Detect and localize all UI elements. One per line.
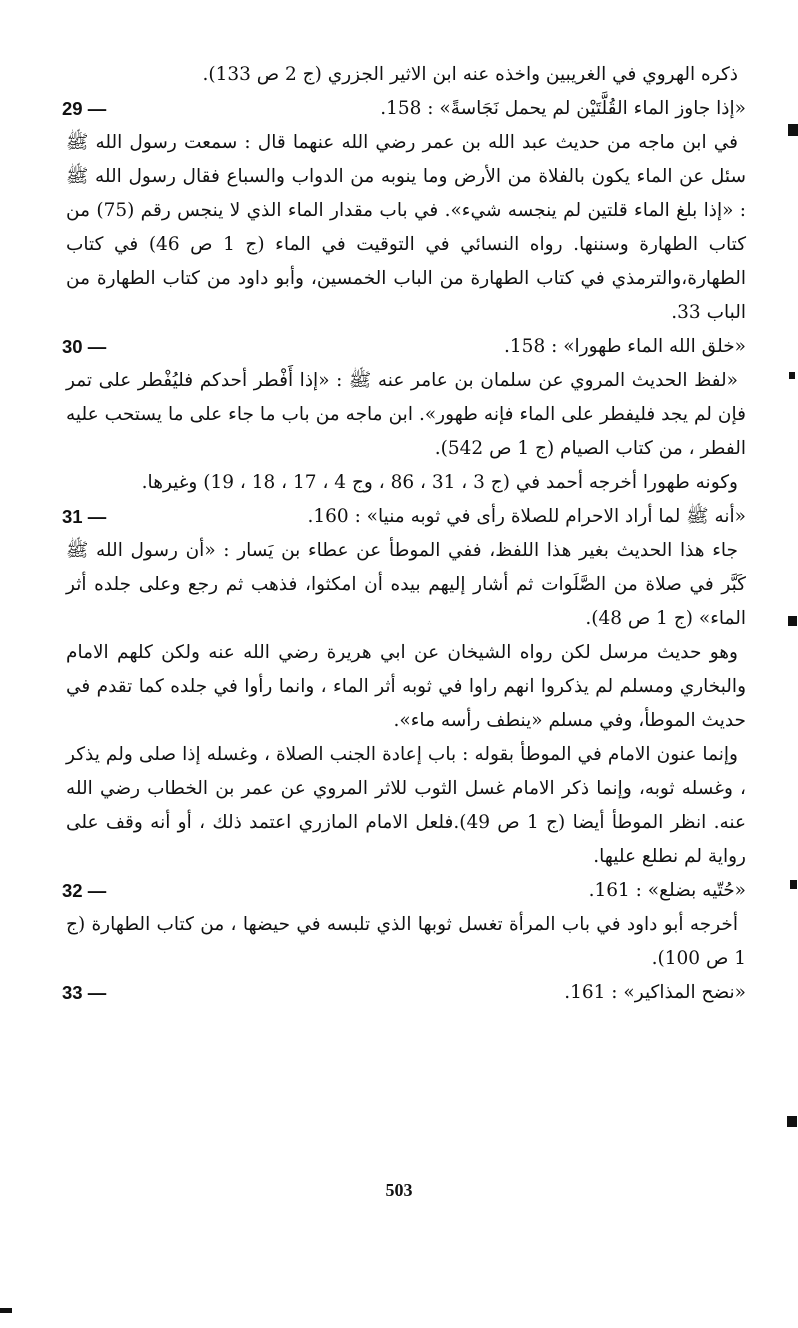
paragraph-32: أخرجه أبو داود في باب المرأة تغسل ثوبها الذي تلبسه في حيضها ، من كتاب الطهارة (ج 1 ص 100). (66, 914, 746, 969)
scan-mark (0, 1308, 12, 1313)
scan-mark (787, 1116, 797, 1127)
entry-number: 29 — (62, 92, 106, 126)
paragraph-intro: ذكره الهروي في الغريبين واخذه عنه ابن الاثير الجزري (ج 2 ص 133). (202, 64, 738, 85)
entry-heading: «أنه ﷺ لما أراد الاحرام للصلاة رأى في ثوبه منيا» : 160. (307, 506, 746, 527)
entry-number: 30 — (62, 330, 106, 364)
entry-heading: «إذا جاوز الماء القُلَّتَيْن لم يحمل نَجَاسةً» : 158. (380, 98, 746, 119)
entry-29 (62, 92, 746, 126)
entry-number: 32 — (62, 874, 106, 908)
entry-30 (62, 330, 746, 364)
paragraph-31a: جاء هذا الحديث بغير هذا اللفظ، ففي الموطأ عن عطاء بن يَسار : «أن رسول الله ﷺ كَبَّر في صلاة من الصَّلَوات ثم أشار إليهم بيده أن امكثوا، فذهب ثم رجع وعلى جلده أثر الماء» (ج 1 ص 48). (66, 540, 746, 629)
paragraph-30b: وكونه طهورا أخرجه أحمد في (ج 3 ، 31 ، 86 ، وج 4 ، 17 ، 18 ، 19) وغيرها. (141, 472, 738, 493)
entry-number: 31 — (62, 500, 106, 534)
paragraph-30a: «لفظ الحديث المروي عن سلمان بن عامر عنه ﷺ : «إذا أَفْطر أحدكم فليُفْطر على تمر فإن لم يجد فليفطر على الماء فإنه طهور». ابن ماجه من باب ما جاء على ما يستحب عليه الفطر ، من كتاب الصيام (ج 1 ص 542). (66, 370, 746, 459)
scan-mark (790, 880, 797, 889)
entry-32 (62, 874, 746, 908)
paragraph-29: في ابن ماجه من حديث عبد الله بن عمر رضي الله عنهما قال : سمعت رسول الله ﷺ سئل عن الماء يكون بالفلاة من الأرض وما ينوبه من الدواب والسباع فقال رسول الله ﷺ : «إذا بلغ الماء قلتين لم ينجسه شيء». في باب مقدار الماء الذي لا ينجس رقم (75) من كتاب الطهارة وسننها. رواه النسائي في التوقيت في الماء (ج 1 ص 46) في كتاب الطهارة،والترمذي في كتاب الطهارة من الباب الخمسين، وأبو داود من كتاب الطهارة من الباب 33. (66, 132, 747, 323)
entry-31 (62, 500, 746, 534)
scan-mark (788, 616, 797, 626)
entry-33 (62, 976, 746, 1010)
page-body (62, 58, 747, 1010)
paragraph-31b: وهو حديث مرسل لكن رواه الشيخان عن ابي هريرة رضي الله عنه ولكن كلهم الامام والبخاري ومسلم لم يذكروا انهم راوا في ثوبه أثر الماء ، وانما رأوا في جلده كما تقدم في حديث الموطأ، وفي مسلم «ينطف رأسه ماء». (66, 642, 746, 731)
entry-heading: «حُتّيه بضلع» : 161. (588, 880, 746, 901)
entry-number: 33 — (62, 976, 106, 1010)
paragraph-31c: وإنما عنون الامام في الموطأ بقوله : باب إعادة الجنب الصلاة ، وغسله إذا صلى ولم يذكر ، وغسله ثوبه، وإنما ذكر الامام غسل الثوب للاثر المروي عن عمر بن الخطاب رضي الله عنه. انظر الموطأ أيضا (ج 1 ص 49).فلعل الامام المازري اعتمد ذلك ، أو أنه وقف على رواية لم نطلع عليها. (66, 744, 746, 867)
scan-mark (788, 124, 798, 136)
entry-heading: «نضح المذاكير» : 161. (564, 982, 746, 1003)
scan-mark (789, 372, 795, 379)
entry-heading: «خلق الله الماء طهورا» : 158. (504, 336, 746, 357)
page-number: 503 (385, 1180, 413, 1200)
